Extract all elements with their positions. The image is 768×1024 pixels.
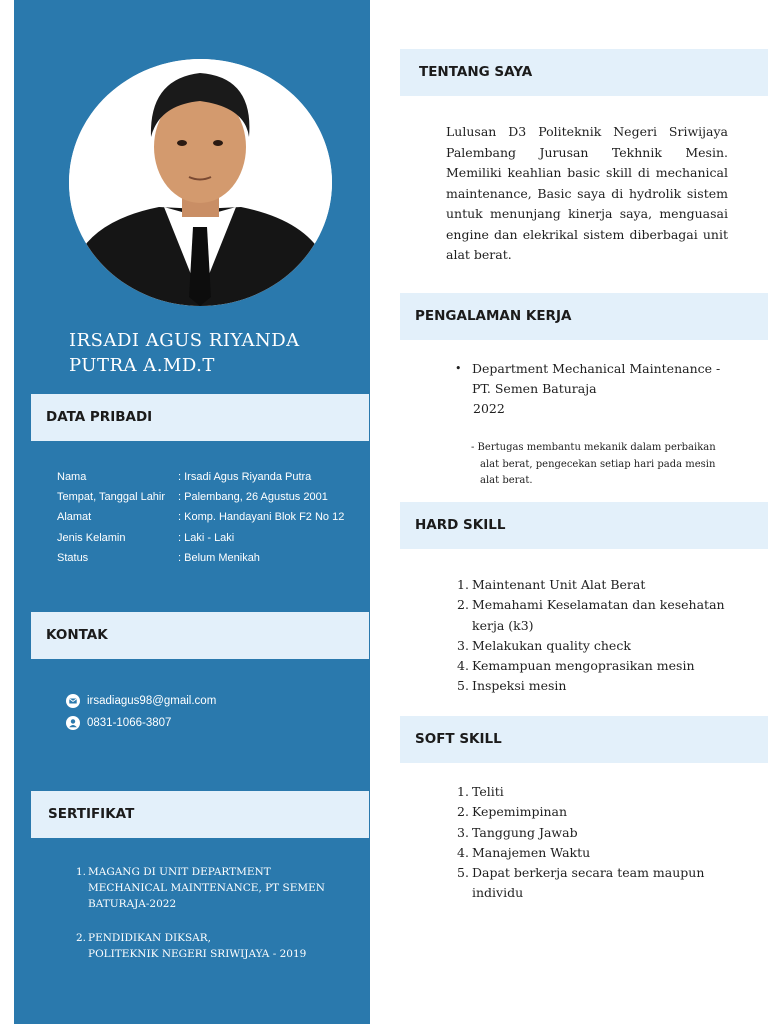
phone-text[interactable]: 0831-1066-3807 bbox=[87, 717, 172, 729]
certificate-line: MAGANG DI UNIT DEPARTMENT bbox=[88, 866, 271, 878]
hard-skill-list bbox=[457, 575, 737, 697]
info-value: : Belum Menikah bbox=[178, 552, 260, 564]
certificate-line: POLITEKNIK NEGERI SRIWIJAYA - 2019 bbox=[88, 948, 307, 960]
soft-skill-header: SOFT SKILL bbox=[400, 716, 768, 763]
full-name-line2: PUTRA A.MD.T bbox=[69, 355, 215, 376]
bullet: • bbox=[455, 362, 462, 375]
list-item bbox=[457, 802, 737, 822]
list-number: 2. bbox=[76, 932, 87, 944]
description-line: - Bertugas membantu mekanik dalam perbaikan bbox=[471, 442, 716, 453]
info-label: Nama bbox=[57, 471, 87, 483]
certificate-text bbox=[88, 930, 306, 962]
info-value: : Komp. Handayani Blok F2 No 12 bbox=[178, 511, 345, 523]
list-item bbox=[457, 636, 737, 656]
list-number: 5. bbox=[457, 678, 469, 694]
soft-skill-list bbox=[457, 782, 737, 904]
list-text: Tanggung Jawab bbox=[472, 824, 578, 840]
list-item bbox=[457, 782, 737, 802]
list-item bbox=[76, 864, 346, 912]
info-label: Alamat bbox=[57, 511, 92, 523]
list-number: 2. bbox=[457, 597, 469, 613]
list-number: 1. bbox=[457, 784, 469, 799]
contact-phone[interactable] bbox=[66, 716, 171, 730]
full-name bbox=[69, 328, 359, 378]
profile-photo-image bbox=[69, 59, 332, 306]
contact-email[interactable] bbox=[66, 694, 216, 708]
list-number: 3. bbox=[457, 637, 469, 653]
certificate-line: PENDIDIKAN DIKSAR, bbox=[88, 932, 212, 944]
info-value: : Irsadi Agus Riyanda Putra bbox=[178, 471, 312, 483]
email-icon bbox=[66, 694, 80, 708]
list-item bbox=[457, 863, 737, 904]
list-text: Kepemimpinan bbox=[472, 804, 568, 820]
profile-photo bbox=[69, 59, 332, 306]
list-text: individu bbox=[472, 885, 524, 901]
email-text[interactable]: irsadiagus98@gmail.com bbox=[87, 695, 217, 707]
pengalaman-header: PENGALAMAN KERJA bbox=[400, 293, 768, 340]
list-item bbox=[457, 843, 737, 863]
description-line: alat berat, pengecekan setiap hari pada mesin bbox=[480, 458, 716, 470]
list-number: 4. bbox=[457, 658, 469, 674]
about-text: Lulusan D3 Politeknik Negeri Sriwijaya Palembang Jurusan Tekhnik Mesin. Memiliki keahlian basic skill di mechanical maintenance, Basic saya di hydrolik sistem untuk menunjang kinerja saya, menguasai engine dan elekrikal sistem diberbagai unit alat berat. bbox=[446, 124, 728, 262]
list-text: Teliti bbox=[472, 784, 504, 799]
experience-line: Department Mechanical Maintenance - bbox=[472, 361, 721, 376]
certificate-list bbox=[76, 864, 346, 962]
full-name-line1: IRSADI AGUS RIYANDA bbox=[69, 330, 300, 351]
description-line: alat berat. bbox=[480, 475, 533, 486]
kontak-header: KONTAK bbox=[31, 612, 369, 659]
list-item bbox=[457, 656, 737, 676]
list-text: kerja (k3) bbox=[472, 617, 534, 633]
info-value: : Palembang, 26 Agustus 2001 bbox=[178, 491, 328, 503]
experience-line: PT. Semen Baturaja bbox=[472, 381, 597, 396]
list-text: Melakukan quality check bbox=[472, 637, 631, 653]
info-label: Jenis Kelamin bbox=[57, 532, 126, 544]
experience-entry bbox=[455, 359, 735, 419]
list-number: 5. bbox=[457, 865, 469, 881]
hard-skill-header: HARD SKILL bbox=[400, 502, 768, 549]
certificate-line: BATURAJA-2022 bbox=[88, 898, 177, 910]
experience-description bbox=[471, 440, 726, 490]
list-text: Dapat berkerja secara team maupun bbox=[472, 865, 705, 881]
data-pribadi-header: DATA PRIBADI bbox=[31, 394, 369, 441]
list-number: 4. bbox=[457, 844, 469, 860]
list-number: 1. bbox=[76, 866, 87, 878]
list-number: 2. bbox=[457, 804, 469, 820]
list-item bbox=[457, 595, 737, 636]
list-text: Maintenant Unit Alat Berat bbox=[472, 577, 646, 592]
list-item bbox=[76, 930, 346, 962]
list-text: Manajemen Waktu bbox=[472, 844, 591, 860]
list-text: Kemampuan mengoprasikan mesin bbox=[472, 658, 695, 674]
list-text: Memahami Keselamatan dan kesehatan bbox=[472, 597, 725, 613]
user-icon bbox=[66, 716, 80, 730]
info-label: Status bbox=[57, 552, 89, 564]
list-number: 3. bbox=[457, 824, 469, 840]
list-text: Inspeksi mesin bbox=[472, 678, 567, 694]
info-value: : Laki - Laki bbox=[178, 532, 235, 544]
list-number: 1. bbox=[457, 577, 469, 592]
certificate-text bbox=[88, 864, 325, 912]
tentang-saya-header: TENTANG SAYA bbox=[400, 49, 768, 96]
list-item bbox=[457, 575, 737, 595]
experience-year: 2022 bbox=[473, 401, 505, 416]
certificate-line: MECHANICAL MAINTENANCE, PT SEMEN bbox=[88, 882, 325, 894]
list-item bbox=[457, 676, 737, 696]
info-label: Tempat, Tanggal Lahir bbox=[57, 491, 166, 503]
list-item bbox=[455, 359, 735, 399]
sertifikat-header: SERTIFIKAT bbox=[31, 791, 369, 838]
list-item bbox=[457, 823, 737, 843]
